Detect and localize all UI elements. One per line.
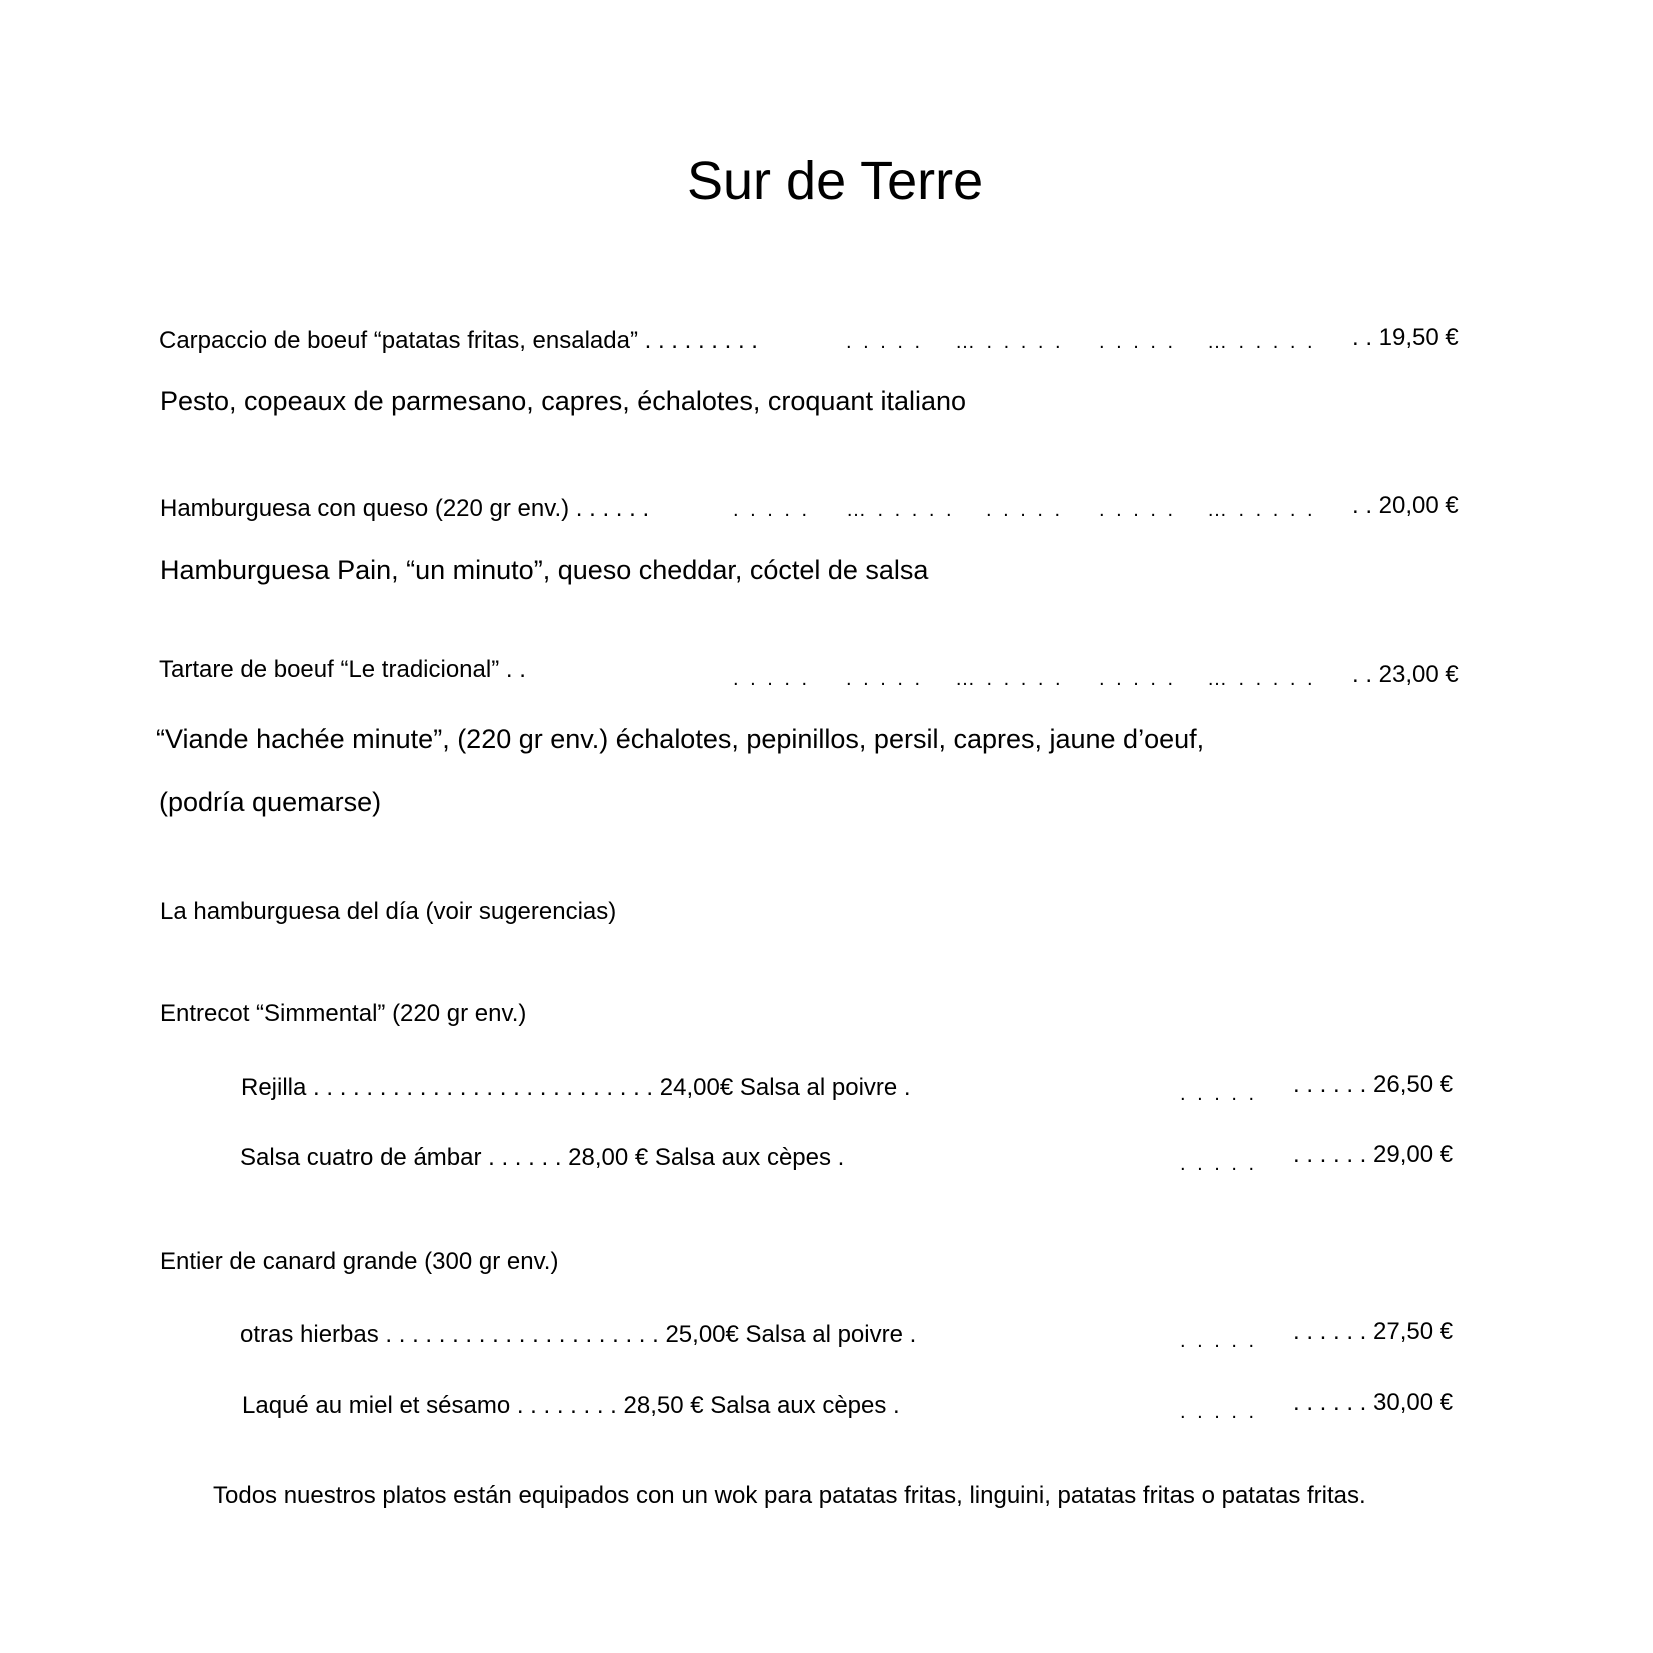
dot-leader: . . . . . — [846, 331, 924, 353]
dot-leader: … . . . . . — [846, 499, 955, 521]
item-name: Entier de canard grande (300 gr env.) — [160, 1248, 559, 1275]
dot-leader: . . . . . — [733, 499, 811, 521]
item-name: Tartare de boeuf “Le tradicional” . . — [159, 656, 526, 683]
dot-leader: . . . . . — [1180, 1153, 1258, 1175]
footer-note: Todos nuestros platos están equipados con un wok para patatas fritas, linguini, patatas fritas o patatas fritas. — [213, 1482, 1366, 1509]
item-price: . . 19,50 € — [1352, 324, 1459, 351]
dot-leader: . . . . . — [1099, 331, 1177, 353]
page-title: Sur de Terre — [687, 151, 984, 211]
dot-leader: … . . . . . — [1207, 499, 1316, 521]
option-text: Laqué au miel et sésamo . . . . . . . . 28,50 € Salsa aux cèpes . — [242, 1392, 900, 1419]
option-text: otras hierbas . . . . . . . . . . . . . . . . . . . . . 25,00€ Salsa al poivre . — [240, 1321, 917, 1348]
dot-leader: . . . . . — [733, 668, 811, 690]
item-description-note: (podría quemarse) — [159, 787, 382, 817]
dot-leader: . . . . . — [1180, 1330, 1258, 1352]
item-description: Hamburguesa Pain, “un minuto”, queso cheddar, cóctel de salsa — [160, 555, 929, 585]
option-price: . . . . . . 26,50 € — [1293, 1071, 1454, 1098]
dot-leader: . . . . . — [1180, 1401, 1258, 1423]
item-name: Carpaccio de boeuf “patatas fritas, ensalada” . . . . . . . . . — [159, 327, 758, 354]
option-price: . . . . . . 29,00 € — [1293, 1141, 1454, 1168]
item-description: “Viande hachée minute”, (220 gr env.) échalotes, pepinillos, persil, capres, jaune d’oeuf, — [156, 724, 1205, 754]
option-text: Salsa cuatro de ámbar . . . . . . 28,00 € Salsa aux cèpes . — [240, 1144, 845, 1171]
dot-leader: … . . . . . — [955, 331, 1064, 353]
dot-leader: … . . . . . — [955, 668, 1064, 690]
dot-leader: . . . . . — [1099, 668, 1177, 690]
dot-leader: . . . . . — [986, 499, 1064, 521]
item-price: . . 23,00 € — [1352, 661, 1459, 688]
option-price: . . . . . . 30,00 € — [1293, 1389, 1454, 1416]
item-price: . . 20,00 € — [1352, 492, 1459, 519]
item-description: Pesto, copeaux de parmesano, capres, échalotes, croquant italiano — [160, 386, 967, 416]
dot-leader: . . . . . — [1180, 1083, 1258, 1105]
dot-leader: … . . . . . — [1207, 331, 1316, 353]
dot-leader: . . . . . — [1099, 499, 1177, 521]
dot-leader: . . . . . — [846, 668, 924, 690]
option-text: Rejilla . . . . . . . . . . . . . . . . . . . . . . . . . . 24,00€ Salsa al poivre . — [241, 1074, 911, 1101]
item-name: La hamburguesa del día (voir sugerencias) — [160, 898, 617, 925]
option-price: . . . . . . 27,50 € — [1293, 1318, 1454, 1345]
dot-leader: … . . . . . — [1207, 668, 1316, 690]
item-name: Entrecot “Simmental” (220 gr env.) — [160, 1000, 527, 1027]
item-name: Hamburguesa con queso (220 gr env.) . . . . . . — [160, 495, 650, 522]
